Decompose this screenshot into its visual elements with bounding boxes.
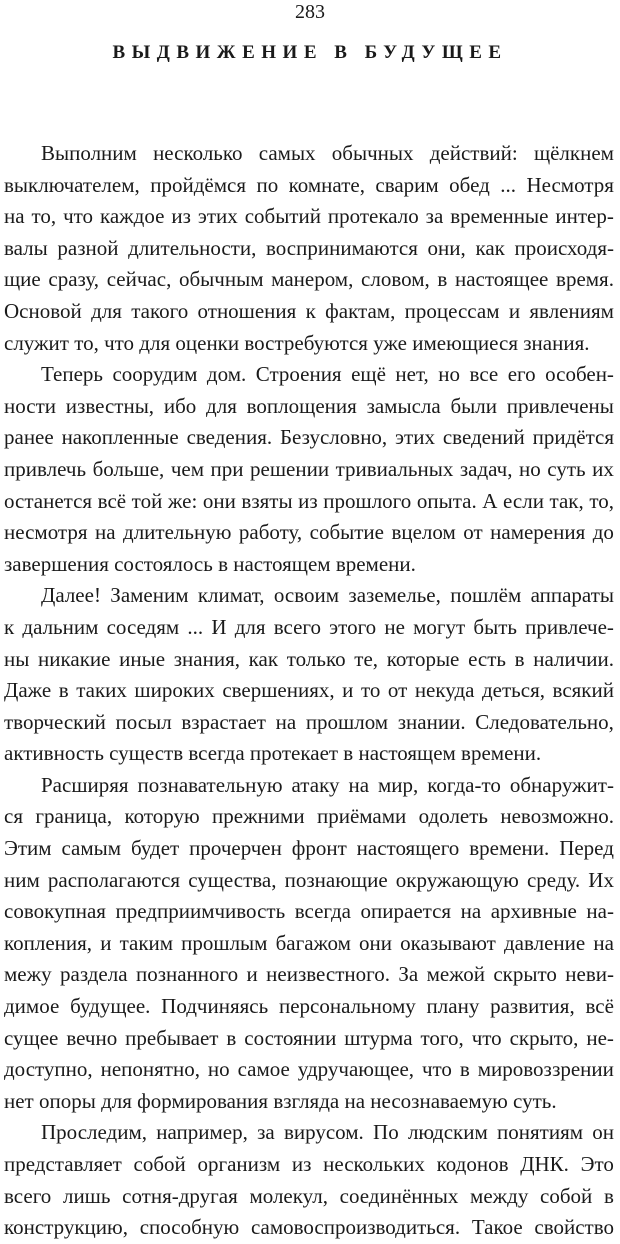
page-number: 283 xyxy=(295,1,325,23)
paragraph xyxy=(4,138,614,359)
text-line: сущее вечно пребывает в состоянии штурма того, что скрыто, не- xyxy=(4,1025,614,1050)
chapter-title: ВЫДВИЖЕНИЕ В БУДУЩЕЕ xyxy=(112,42,508,63)
text-line: ны никакие иные знания, как только те, которые есть в наличии. xyxy=(4,646,614,671)
paragraph xyxy=(4,770,614,1118)
text-line: творческий посыл взрастает на прошлом знании. Следовательно, xyxy=(4,709,614,734)
text-line: ранее накопленные сведения. Безусловно, этих сведений придётся xyxy=(4,425,614,450)
text-line: ся граница, которую прежними приёмами одолеть невозможно. xyxy=(4,804,614,829)
text-line: ним располагаются существа, познающие окружающую среду. Их xyxy=(4,867,614,892)
text-line: конструкцию, способную самовоспроизводиться. Такое свойство xyxy=(4,1215,614,1240)
text-line: Проследим, например, за вирусом. По людским понятиям он xyxy=(41,1120,614,1145)
text-line: Расширяя познавательную атаку на мир, когда-то обнаружит- xyxy=(41,772,614,797)
text-line: Этим самым будет прочерчен фронт настоящего времени. Перед xyxy=(4,836,614,861)
text-line: ности известны, ибо для воплощения замысла были привлечены xyxy=(4,393,614,418)
body-text xyxy=(4,138,614,1244)
text-line: служит то, что для оценки востребуются уже имеющиеся знания. xyxy=(4,330,590,355)
text-line: димое будущее. Подчиняясь персональному плану развития, всё xyxy=(4,994,614,1019)
text-line: останется всё той же: они взяты из прошлого опыта. А если так, то, xyxy=(4,488,614,513)
text-line: межу раздела познанного и неизвестного. За межой скрыто неви- xyxy=(4,962,614,987)
text-line: копления, и таким прошлым багажом они оказывают давление на xyxy=(4,930,614,955)
text-line: валы разной длительности, воспринимаются они, как происходя- xyxy=(4,235,614,260)
text-line: доступно, непонятно, но самое удручающее, что в мировоззрении xyxy=(4,1057,614,1082)
text-line: выключателем, пройдёмся по комнате, сварим обед ... Несмотря xyxy=(4,172,614,197)
text-line: завершения состоялось в настоящем времени. xyxy=(4,551,416,576)
text-line: всего лишь сотня-другая молекул, соединённых между собой в xyxy=(4,1183,614,1208)
text-line: на то, что каждое из этих событий протекало за временные интер- xyxy=(4,204,614,229)
text-line: щие сразу, сейчас, обычным манером, словом, в настоящее время. xyxy=(4,267,614,292)
text-line: привлечь больше, чем при решении тривиальных задач, но суть их xyxy=(4,456,614,481)
text-line: к дальним соседям ... И для всего этого не могут быть привлече- xyxy=(4,614,614,639)
text-line: Выполним несколько самых обычных действий: щёлкнем xyxy=(41,141,614,165)
text-line: Основой для такого отношения к фактам, процессам и явлениям xyxy=(4,298,614,323)
text-line: Теперь соорудим дом. Строения ещё нет, но все его особен- xyxy=(41,362,614,387)
text-line: несмотря на длительную работу, событие вцелом от намерения до xyxy=(4,520,614,545)
text-line: нет опоры для формирования взгляда на несознаваемую суть. xyxy=(4,1088,557,1113)
paragraph xyxy=(4,359,614,580)
text-line: совокупная предприимчивость всегда опирается на архивные на- xyxy=(4,899,614,924)
paragraph xyxy=(4,1117,614,1243)
text-line: Далее! Заменим климат, освоим заземелье, пошлём аппараты xyxy=(41,583,614,608)
paragraph xyxy=(4,580,614,770)
text-line: Даже в таких широких свершениях, и то от некуда деться, всякий xyxy=(4,678,614,703)
text-line: представляет собой организм из нескольких кодонов ДНК. Это xyxy=(4,1152,614,1176)
text-line: активность существ всегда протекает в настоящем времени. xyxy=(4,741,542,766)
